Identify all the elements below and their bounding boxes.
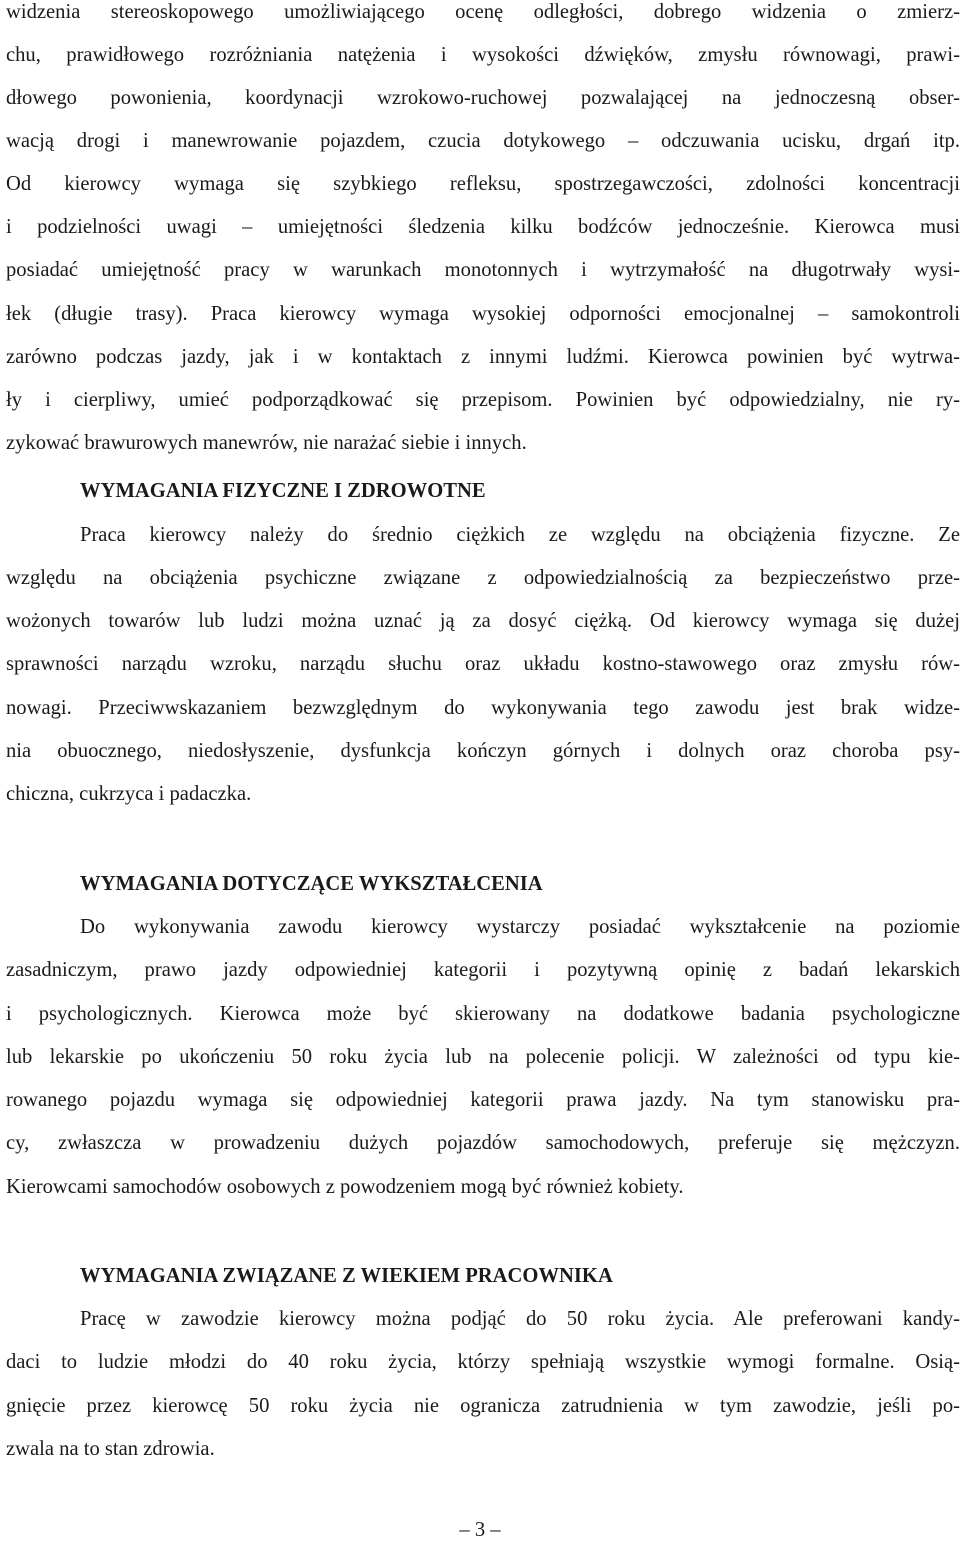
paragraph-line: chu, prawidłowego rozróżniania natężenia i wysokości dźwięków, zmysłu równowagi, prawi- <box>6 44 960 66</box>
paragraph-line: wacją drogi i manewrowanie pojazdem, czucia dotykowego – odczuwania ucisku, drgań itp. <box>6 130 960 152</box>
paragraph-line: wożonych towarów lub ludzi można uznać ją za dosyć ciężką. Od kierowcy wymaga się dużej <box>6 610 960 632</box>
section-heading-physical: WYMAGANIA FIZYCZNE I ZDROWOTNE <box>80 480 486 502</box>
paragraph-line: widzenia stereoskopowego umożliwiającego ocenę odległości, dobrego widzenia o zmierz- <box>6 1 960 23</box>
paragraph-line: zarówno podczas jazdy, jak i w kontaktach z innymi ludźmi. Kierowca powinien być wytrwa- <box>6 346 960 368</box>
paragraph-line: daci to ludzie młodzi do 40 roku życia, którzy spełniają wszystkie wymogi formalne. Osią- <box>6 1351 960 1373</box>
paragraph-line: lub lekarskie po ukończeniu 50 roku życia lub na polecenie policji. W zależności od typu kie- <box>6 1046 960 1068</box>
paragraph-line: dłowego powonienia, koordynacji wzrokowo-ruchowej pozwalającej na jednoczesną obser- <box>6 87 960 109</box>
page-number: – 3 – <box>459 1519 501 1541</box>
paragraph-line: Pracę w zawodzie kierowcy można podjąć do 50 roku życia. Ale preferowani kandy- <box>80 1308 960 1330</box>
section-heading-age: WYMAGANIA ZWIĄZANE Z WIEKIEM PRACOWNIKA <box>80 1265 613 1287</box>
paragraph-line: zykować brawurowych manewrów, nie narażać siebie i innych. <box>6 432 527 454</box>
paragraph-line: Od kierowcy wymaga się szybkiego refleksu, spostrzegawczości, zdolności koncentracji <box>6 173 960 195</box>
paragraph-line: i podzielności uwagi – umiejętności śledzenia kilku bodźców jednocześnie. Kierowca musi <box>6 216 960 238</box>
paragraph-line: ły i cierpliwy, umieć podporządkować się przepisom. Powinien być odpowiedzialny, nie ry- <box>6 389 960 411</box>
paragraph-line: zwala na to stan zdrowia. <box>6 1438 215 1460</box>
paragraph-line: Do wykonywania zawodu kierowcy wystarczy posiadać wykształcenie na poziomie <box>80 916 960 938</box>
paragraph-line: Praca kierowcy należy do średnio ciężkich ze względu na obciążenia fizyczne. Ze <box>80 524 960 546</box>
paragraph-line: rowanego pojazdu wymaga się odpowiedniej kategorii prawa jazdy. Na tym stanowisku pra- <box>6 1089 960 1111</box>
paragraph-line: zasadniczym, prawo jazdy odpowiedniej kategorii i pozytywną opinię z badań lekarskich <box>6 959 960 981</box>
paragraph-line: nia obuocznego, niedosłyszenie, dysfunkcja kończyn górnych i dolnych oraz choroba psy- <box>6 740 960 762</box>
paragraph-line: gnięcie przez kierowcę 50 roku życia nie ogranicza zatrudnienia w tym zawodzie, jeśli po- <box>6 1395 960 1417</box>
paragraph-line: i psychologicznych. Kierowca może być skierowany na dodatkowe badania psychologiczne <box>6 1003 960 1025</box>
paragraph-line: cy, zwłaszcza w prowadzeniu dużych pojazdów samochodowych, preferuje się mężczyzn. <box>6 1132 960 1154</box>
paragraph-line: Kierowcami samochodów osobowych z powodzeniem mogą być również kobiety. <box>6 1176 684 1198</box>
section-heading-education: WYMAGANIA DOTYCZĄCE WYKSZTAŁCENIA <box>80 873 543 895</box>
paragraph-line: sprawności narządu wzroku, narządu słuchu oraz układu kostno-stawowego oraz zmysłu rów- <box>6 653 960 675</box>
paragraph-line: chiczna, cukrzyca i padaczka. <box>6 783 252 805</box>
paragraph-line: posiadać umiejętność pracy w warunkach monotonnych i wytrzymałość na długotrwały wysi- <box>6 259 960 281</box>
paragraph-line: nowagi. Przeciwwskazaniem bezwzględnym do wykonywania tego zawodu jest brak widze- <box>6 697 960 719</box>
paragraph-line: łek (długie trasy). Praca kierowcy wymaga wysokiej odporności emocjonalnej – samokontroli <box>6 303 960 325</box>
paragraph-line: względu na obciążenia psychiczne związane z odpowiedzialnością za bezpieczeństwo prze- <box>6 567 960 589</box>
